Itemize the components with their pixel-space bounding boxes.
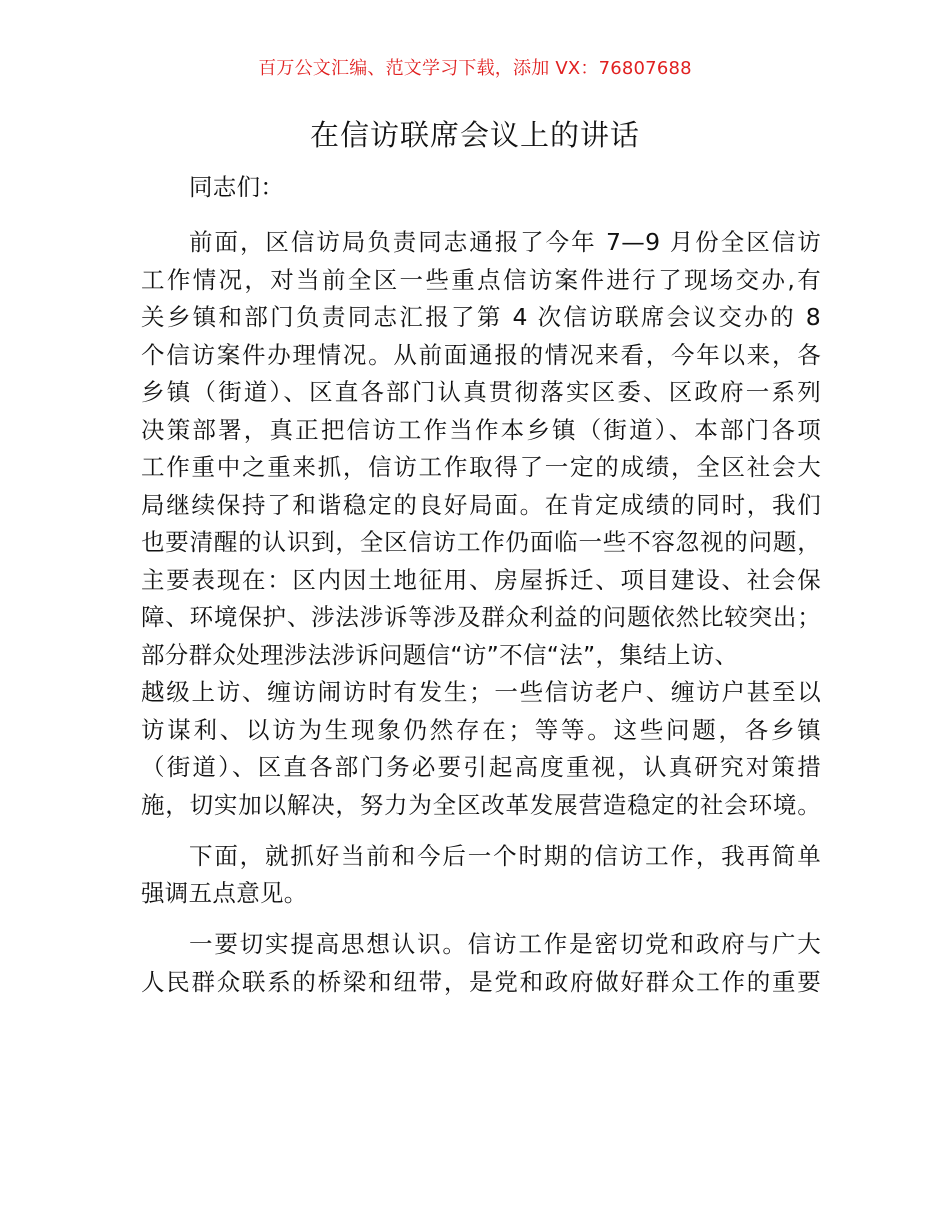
document-title: 在信访联席会议上的讲话 [309, 118, 640, 152]
paragraph-line: 个信访案件办理情况。从前面通报的情况来看，今年以来，各 [141, 341, 821, 369]
paragraph-line: 访谋利、以访为生现象仍然存在；等等。这些问题，各乡镇 [141, 716, 821, 744]
paragraph-line: 局继续保持了和谐稳定的良好局面。在肯定成绩的同时，我们 [141, 491, 821, 519]
paragraph-line: 前面，区信访局负责同志通报了今年 7—9 月份全区信访 [189, 228, 821, 256]
salutation: 同志们： [189, 173, 285, 201]
paragraph-line: 也要清醒的认识到，全区信访工作仍面临一些不容忽视的问题， [141, 528, 821, 556]
paragraph-line: 人民群众联系的桥梁和纽带，是党和政府做好群众工作的重要 [141, 968, 821, 996]
paragraph-line: 下面，就抓好当前和今后一个时期的信访工作，我再简单 [189, 842, 821, 870]
paragraph-line: 工作情况，对当前全区一些重点信访案件进行了现场交办,有 [141, 266, 821, 294]
paragraph-line: 一要切实提高思想认识。信访工作是密切党和政府与广大 [189, 930, 821, 958]
paragraph-line: 强调五点意见。 [141, 879, 308, 907]
header-banner: 百万公文汇编、范文学习下载，添加 VX：76807688 [258, 58, 692, 79]
paragraph-line: 工作重中之重来抓，信访工作取得了一定的成绩，全区社会大 [141, 453, 821, 481]
paragraph-line: 障、环境保护、涉法涉诉等涉及群众利益的问题依然比较突出； [141, 603, 821, 631]
paragraph-line: 施，切实加以解决，努力为全区改革发展营造稳定的社会环境。 [141, 791, 821, 819]
paragraph-line: 关乡镇和部门负责同志汇报了第 4 次信访联席会议交办的 8 [141, 303, 821, 331]
paragraph-line: （街道）、区直各部门务必要引起高度重视，认真研究对策措 [141, 753, 821, 781]
paragraph-line: 部分群众处理涉法涉诉问题信“访”不信“法”，集结上访、 [141, 641, 739, 669]
paragraph-line: 主要表现在：区内因土地征用、房屋拆迁、项目建设、社会保 [141, 566, 821, 594]
paragraph-line: 决策部署，真正把信访工作当作本乡镇（街道）、本部门各项 [141, 416, 821, 444]
paragraph-line: 越级上访、缠访闹访时有发生；一些信访老户、缠访户甚至以 [141, 678, 821, 706]
paragraph-line: 乡镇（街道）、区直各部门认真贯彻落实区委、区政府一系列 [141, 378, 821, 406]
